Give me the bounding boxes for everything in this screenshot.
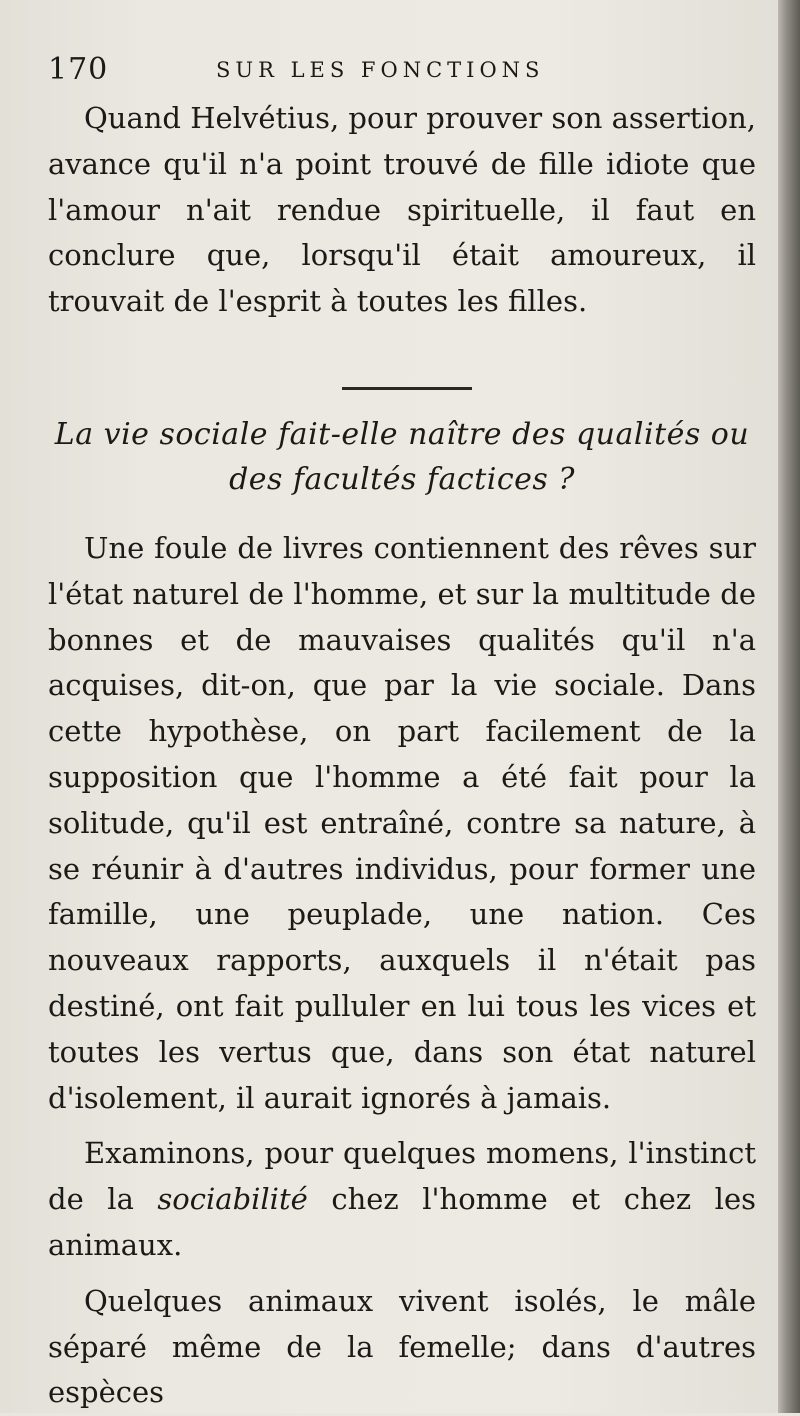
paragraph-etat-naturel: Une foule de livres contiennent des rêves sur l'état naturel de l'homme, et sur la multitude de bonnes et de mauvaises qualités qu'il n'a acquises, dit-on, que par la vie sociale. Dans cette hypothèse, on part facilement de la supposition que l'homme a été fait pour la solitude, qu'il est entraîné, contre sa nature, à se réunir à d'autres individus, pour former une famille, une peuplade, une nation. Ces nouveaux rapports, auxquels il n'était pas destiné, ont fait pulluler en lui tous les vices et toutes les vertus que, dans son état naturel d'isolement, il aurait ignorés à jamais. [48, 530, 756, 1115]
section-title-line-1: La vie sociale fait-elle naître des qualités ou [54, 416, 750, 452]
section-divider [342, 387, 472, 390]
paragraph-examinons-text-start: Examinons, pour quelques momens, l'instinct de la [48, 1136, 756, 1217]
sociabilite-italic: sociabilité [157, 1182, 308, 1217]
book-gutter-shadow [778, 0, 800, 1413]
paragraph-quelques-animaux: Quelques animaux vivent isolés, le mâle séparé même de la femelle; dans d'autres espèces [48, 1283, 756, 1410]
section-title-line-2: des facultés factices ? [229, 461, 575, 497]
section-title [48, 412, 756, 502]
running-title: SUR LES FONCTIONS [216, 58, 545, 82]
paragraph-examinons-text-end: chez l'homme et chez les animaux. [48, 1182, 756, 1262]
paragraph-helvetius: Quand Helvétius, pour prouver son assertion, avance qu'il n'a point trouvé de fille idiote que l'amour n'ait rendue spirituelle, il faut en conclure que, lorsqu'il était amoureux, il trouvait de l'esprit à toutes les filles. [48, 101, 756, 319]
page-body [48, 96, 756, 1416]
page-number: 170 [48, 52, 109, 87]
page-header [48, 52, 748, 92]
paragraph-examinons [48, 1131, 756, 1268]
